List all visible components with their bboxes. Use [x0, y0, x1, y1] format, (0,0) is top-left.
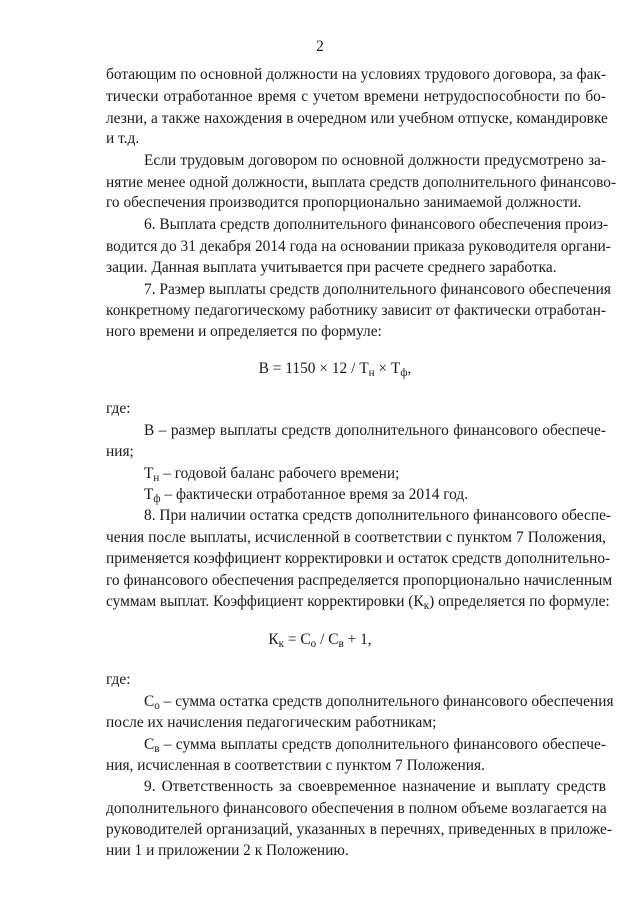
text-line: нятие менее одной должности, выплата средств дополнительного финансово- [106, 174, 617, 191]
text-line: лезни, а также нахождения в очередном или учебном отпуске, командировке [106, 110, 608, 127]
text-line: 9. Ответственность за своевременное назначение и выплату средств [144, 778, 606, 795]
text-line: 8. При наличии остатка средств дополнительного финансового обеспе- [144, 507, 612, 524]
text-line: после их начисления педагогическим работникам; [106, 714, 437, 731]
text-line: водится до 31 декабря 2014 года на основании приказа руководителя органи- [106, 238, 611, 255]
text-line: где: [106, 400, 131, 417]
text-line: руководителей организаций, указанных в перечнях, приведенных в приложе- [106, 821, 612, 838]
text-line: применяется коэффициент корректировки и остаток средств дополнительно- [106, 550, 611, 567]
text-line: ного времени и определяется по формуле: [106, 323, 382, 340]
text-line: зации. Данная выплата учитывается при расчете среднего заработка. [106, 259, 557, 276]
text-line: ния, исчисленная в соответствии с пунктом 7 Положения. [106, 757, 485, 774]
text-line: и т.д. [106, 130, 140, 147]
definition-line: $Т_ф$ – фактически отработанное время за 2014 год. [144, 486, 469, 506]
text-line: суммам выплат. Коэффициент корректировки $(К_к)$ определяется по формуле: [106, 593, 610, 613]
text-line: дополнительного финансового обеспечения в полном объеме возлагается на [106, 800, 607, 817]
text-line: чения после выплаты, исчисленной в соответствии с пунктом 7 Положения, [106, 529, 606, 546]
text-line: 6. Выплата средств дополнительного финансового обеспечения произ- [144, 216, 609, 233]
text-line: В – размер выплаты средств дополнительного финансового обеспече- [144, 422, 606, 439]
page-number: 2 [316, 38, 324, 55]
text-line: го обеспечения производится пропорционально занимаемой должности. [106, 194, 582, 211]
text-line: где: [106, 671, 131, 688]
text-line: ния; [106, 443, 134, 460]
text-line: нии 1 и приложении 2 к Положению. [106, 842, 349, 859]
formula-correction-coefficient: $К_к = С_о / С_в + 1$, [268, 631, 372, 651]
definition-line: $С_в$ – сумма выплаты средств дополнительного финансового обеспече- [144, 736, 606, 756]
text-line: Если трудовым договором по основной должности предусмотрено за- [144, 152, 606, 169]
definition-line: $Т_н$ – годовой баланс рабочего времени; [144, 465, 400, 485]
text-line: конкретному педагогическому работнику зависит от фактически отработан- [106, 302, 606, 319]
definition-line: $С_о$ – сумма остатка средств дополнительного финансового обеспечения [144, 693, 614, 713]
text-line: тически отработанное время с учетом времени нетрудоспособности по бо- [106, 88, 606, 105]
text-line: 7. Размер выплаты средств дополнительного финансового обеспечения [144, 281, 611, 298]
text-line: ботающим по основной должности на условиях трудового договора, за фак- [106, 66, 607, 83]
formula-payment: $В = 1150 \times 12 / Т_н \times Т_ф$, [258, 360, 412, 380]
text-line: го финансового обеспечения распределяется пропорционально начисленным [106, 572, 613, 589]
